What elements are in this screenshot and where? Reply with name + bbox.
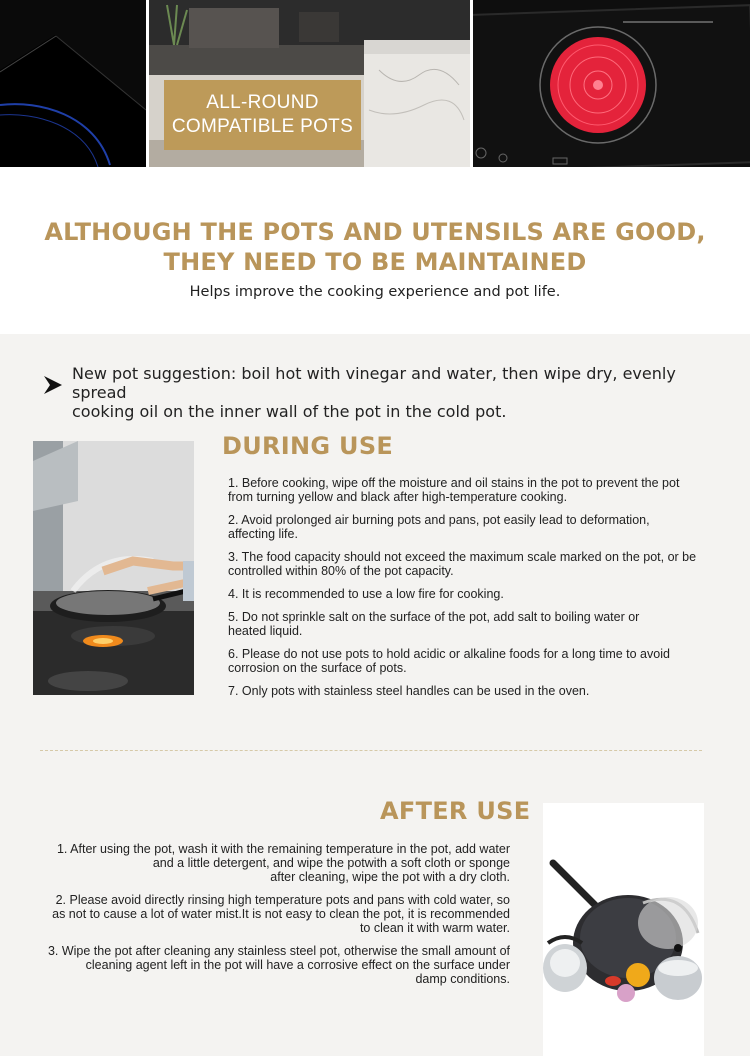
list-item: 2. Avoid prolonged air burning pots and pans, pot easily lead to deformation, affecting life. bbox=[228, 513, 650, 541]
page-title bbox=[0, 217, 750, 277]
after-use-title: AFTER USE bbox=[380, 797, 531, 825]
compatible-pots-label bbox=[164, 80, 361, 150]
list-item: 1. After using the pot, wash it with the remaining temperature in the pot, add water and a little detergent, and wipe the potwith a soft cloth or sponge after cleaning, wipe the pot with a dry cloth. bbox=[56, 842, 510, 884]
suggestion-text bbox=[72, 364, 722, 421]
list-item: 4. It is recommended to use a low fire for cooking. bbox=[228, 587, 504, 601]
label-line-1: ALL-ROUND bbox=[206, 92, 319, 113]
suggestion-line-2: cooking oil on the inner wall of the pot in the cold pot. bbox=[72, 402, 507, 421]
during-use-title: DURING USE bbox=[222, 432, 394, 460]
list-item: 1. Before cooking, wipe off the moisture and oil stains in the pot to prevent the pot from turning yellow and black after high-temperature cooking. bbox=[228, 476, 680, 504]
list-item: 6. Please do not use pots to hold acidic or alkaline foods for a long time to avoid corrosion on the surface of pots. bbox=[228, 647, 670, 675]
section-divider bbox=[40, 750, 702, 751]
cooking-photo bbox=[33, 441, 194, 695]
page-subtitle: Helps improve the cooking experience and pot life. bbox=[189, 284, 561, 300]
label-line-2: COMPATIBLE POTS bbox=[171, 116, 354, 137]
cooktop-corner-photo bbox=[0, 0, 146, 167]
top-banner bbox=[0, 0, 750, 167]
list-item: 5. Do not sprinkle salt on the surface of the pot, add salt to boiling water or heated liquid. bbox=[228, 610, 640, 638]
list-item: 2. Please avoid directly rinsing high temperature pots and pans with cold water, so as not to cause a lot of water mist.It is not easy to clean the pot, it is recommended to clean it with warm water. bbox=[52, 893, 510, 935]
list-item: 3. Wipe the pot after cleaning any stainless steel pot, otherwise the small amount of cleaning agent left in the pot will have a corrosive effect on the surface under damp conditions. bbox=[47, 944, 510, 986]
cookware-set-photo bbox=[543, 803, 704, 1056]
list-item: 3. The food capacity should not exceed the maximum scale marked on the pot, or be controlled within 80% of the pot capacity. bbox=[228, 550, 697, 578]
page-title-line-2: THEY NEED TO BE MAINTAINED bbox=[163, 248, 587, 276]
suggestion-line-1: New pot suggestion: boil hot with vinegar and water, then wipe dry, evenly spread bbox=[72, 364, 676, 402]
new-pot-suggestion bbox=[42, 364, 722, 421]
arrow-right-icon bbox=[42, 374, 66, 396]
induction-cooker-photo bbox=[473, 0, 750, 167]
list-item: 7. Only pots with stainless steel handles can be used in the oven. bbox=[228, 684, 590, 698]
page-title-line-1: ALTHOUGH THE POTS AND UTENSILS ARE GOOD, bbox=[44, 218, 706, 246]
title-section bbox=[0, 167, 750, 334]
during-use-list bbox=[228, 476, 723, 707]
after-use-list bbox=[20, 842, 510, 995]
